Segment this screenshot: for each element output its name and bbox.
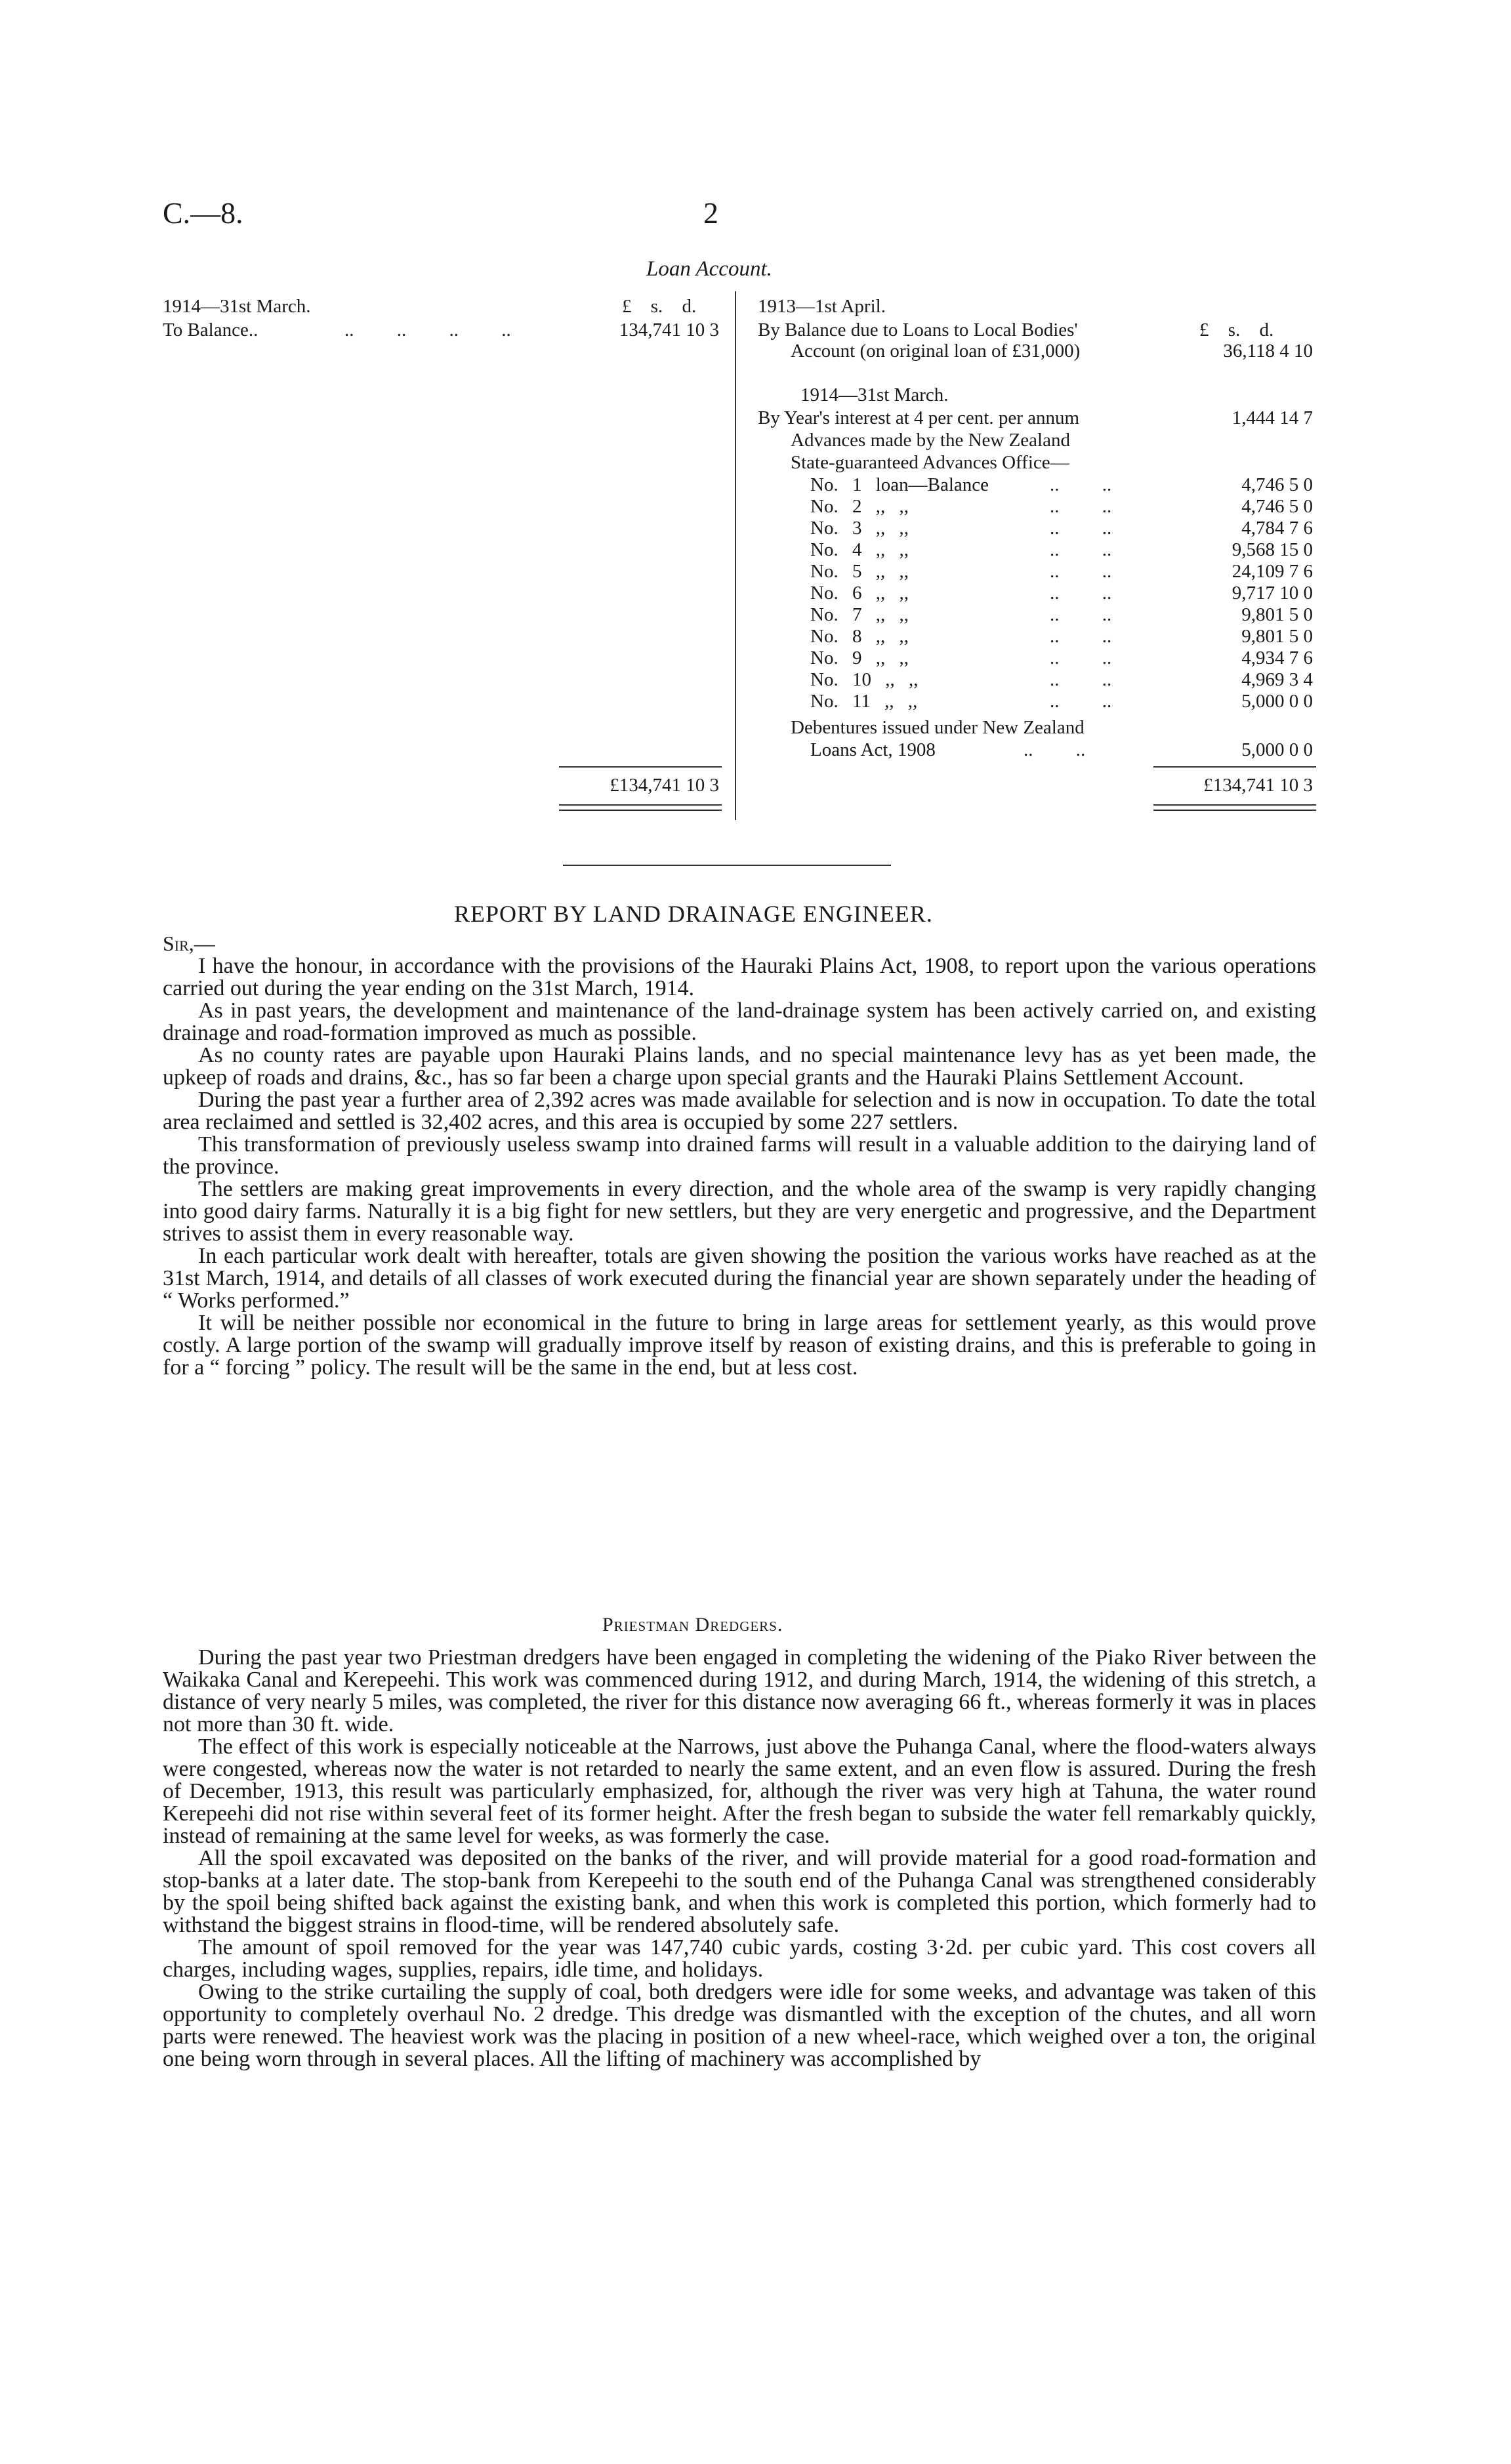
loan-row-amount: 4,784 7 6 <box>1241 518 1313 539</box>
loan-row-label: No. 6 ,, ,, <box>810 583 909 604</box>
right-total-rule <box>1153 766 1316 768</box>
loan-row-amount: 9,717 10 0 <box>1232 583 1313 604</box>
loan-row-dots: .. .. <box>1050 604 1112 625</box>
left-total-double-rule <box>559 804 722 811</box>
right-date-1913: 1913—1st April. <box>758 296 886 317</box>
dredgers-heading: Priestman Dredgers. <box>602 1614 783 1635</box>
loan-row-dots: .. .. <box>1050 518 1112 539</box>
report-paragraph: During the past year a further area of 2,392 acres was made available for selection and is now in occupation. To date the total area reclaimed and settled is 32,402 acres, and this area is occupied by some 227 settlers. <box>163 1088 1316 1134</box>
loan-row-dots: .. .. <box>1050 691 1112 712</box>
report-body <box>163 955 1316 1379</box>
loan-row-dots: .. .. <box>1050 539 1112 560</box>
right-balance-amount: 36,118 4 10 <box>1223 340 1313 361</box>
loan-row-amount: 9,801 5 0 <box>1241 626 1313 647</box>
left-item: To Balance.. <box>163 319 259 340</box>
loan-row-label: No. 10 ,, ,, <box>810 669 919 690</box>
right-currency-header: £ s. d. <box>1199 319 1274 340</box>
loan-row-amount: 9,568 15 0 <box>1232 539 1313 560</box>
loan-row-dots: .. .. <box>1050 561 1112 582</box>
loan-row-dots: .. .. <box>1050 496 1112 517</box>
right-interest-amount: 1,444 14 7 <box>1232 407 1313 428</box>
dredgers-paragraph: The amount of spoil removed for the year was 147,740 cubic yards, costing 3·2d. per cubic yard. This cost covers all charges, including wages, supplies, repairs, idle time, and holidays. <box>163 1935 1316 1982</box>
right-date-1914: 1914—31st March. <box>800 384 949 405</box>
salutation: Sir,— <box>163 932 215 955</box>
right-balance-line-2: Account (on original loan of £31,000) <box>791 340 1081 361</box>
advances-line-1: Advances made by the New Zealand <box>791 430 1070 451</box>
debentures-dots: .. .. <box>1024 739 1086 760</box>
loan-row-label: No. 4 ,, ,, <box>810 539 909 560</box>
right-interest-line: By Year's interest at 4 per cent. per annum <box>758 407 1080 428</box>
report-paragraph: The settlers are making great improvements in every direction, and the whole area of the swamp is very rapidly changing into good dairy farms. Naturally it is a big fight for new settlers, but they are very energetic and progressive, and the Department strives to assist them in every reasonable way. <box>163 1177 1316 1246</box>
loan-row-amount: 4,746 5 0 <box>1241 474 1313 495</box>
dredgers-paragraph: All the spoil excavated was deposited on the banks of the river, and will provide material for a good road-formation and stop-banks at a later date. The stop-bank from Kerepeehi to the south end of the Puhanga Canal was strengthened considerably by the spoil being shifted back against the existing bank, and when this work is completed this portion, which formerly had to withstand the biggest strains in flood-time, will be rendered absolutely safe. <box>163 1846 1316 1937</box>
loan-row-label: No. 9 ,, ,, <box>810 647 909 668</box>
debentures-amount: 5,000 0 0 <box>1241 739 1313 760</box>
loan-row-label: No. 3 ,, ,, <box>810 518 909 539</box>
loan-account-title: Loan Account. <box>646 257 772 281</box>
debentures-line-2: Loans Act, 1908 <box>810 739 936 760</box>
loan-row-dots: .. .. <box>1050 626 1112 647</box>
left-currency-header: £ s. d. <box>622 296 697 317</box>
loan-row-label: No. 2 ,, ,, <box>810 496 909 517</box>
loan-row-amount: 4,934 7 6 <box>1241 647 1313 668</box>
loan-row-dots: .. .. <box>1050 474 1112 495</box>
loan-row-amount: 4,746 5 0 <box>1241 496 1313 517</box>
loan-row-label: No. 8 ,, ,, <box>810 626 909 647</box>
advances-line-2: State-guaranteed Advances Office— <box>791 452 1069 473</box>
right-total: £134,741 10 3 <box>1203 775 1313 796</box>
left-dots: .. .. .. .. <box>344 319 511 340</box>
debentures-line-1: Debentures issued under New Zealand <box>791 717 1085 738</box>
loan-row-label: No. 7 ,, ,, <box>810 604 909 625</box>
dredgers-paragraph: The effect of this work is especially noticeable at the Narrows, just above the Puhanga Canal, where the flood-waters always were congested, whereas now the water is not retarded to nearly the same extent, and an even flow is assured. During the fresh of December, 1913, this result was particularly emphasized, for, although the river was very high at Tahuna, the water round Kerepeehi did not rise within several feet of its former height. After the fresh began to subside the water fell remarkably quickly, instead of remaining at the same level for weeks, as was formerly the case. <box>163 1735 1316 1848</box>
loan-row-dots: .. .. <box>1050 583 1112 604</box>
loan-row-amount: 24,109 7 6 <box>1232 561 1313 582</box>
loan-row-label: No. 5 ,, ,, <box>810 561 909 582</box>
loan-row-label: No. 1 loan—Balance <box>810 474 989 495</box>
report-title: REPORT BY LAND DRAINAGE ENGINEER. <box>454 901 933 927</box>
left-total: £134,741 10 3 <box>610 775 719 796</box>
loan-row-dots: .. .. <box>1050 669 1112 690</box>
loan-row-amount: 4,969 3 4 <box>1241 669 1313 690</box>
loan-row-amount: 9,801 5 0 <box>1241 604 1313 625</box>
report-paragraph: I have the honour, in accordance with the provisions of the Hauraki Plains Act, 1908, to report upon the various operations carried out during the year ending on the 31st March, 1914. <box>163 954 1316 1000</box>
report-paragraph: In each particular work dealt with hereafter, totals are given showing the position the various works have reached as at the 31st March, 1914, and details of all classes of work executed during the financial year are shown separately under the heading of “ Works performed.” <box>163 1244 1316 1313</box>
report-paragraph: This transformation of previously useless swamp into drained farms will result in a valuable addition to the dairying land of the province. <box>163 1132 1316 1179</box>
account-column-divider <box>735 291 736 820</box>
loan-row-dots: .. .. <box>1050 647 1112 668</box>
loan-row-amount: 5,000 0 0 <box>1241 691 1313 712</box>
right-total-double-rule <box>1153 804 1316 811</box>
document-reference: C.—8. <box>163 196 243 230</box>
loan-row-label: No. 11 ,, ,, <box>810 691 918 712</box>
dredgers-paragraph: During the past year two Priestman dredgers have been engaged in completing the widening of the Piako River between the Waikaka Canal and Kerepeehi. This work was commenced during 1912, and during March, 1914, the widening of this stretch, a distance of very nearly 5 miles, was completed, the river for this distance now averaging 66 ft., whereas formerly it was in places not more than 30 ft. wide. <box>163 1645 1316 1736</box>
dredgers-paragraph: Owing to the strike curtailing the supply of coal, both dredgers were idle for some weeks, and advantage was taken of this opportunity to completely overhaul No. 2 dredge. This dredge was dismantled with the exception of the chutes, and all worn parts were renewed. The heaviest work was the placing in position of a new wheel-race, which weighed over a ton, the original one being worn through in several places. All the lifting of machinery was accomplished by <box>163 1980 1316 2071</box>
section-separator <box>563 865 891 866</box>
dredgers-body <box>163 1647 1316 2070</box>
left-date: 1914—31st March. <box>163 296 311 317</box>
page-number: 2 <box>703 196 718 230</box>
report-paragraph: As in past years, the development and maintenance of the land-drainage system has been actively carried on, and existing drainage and road-formation improved as much as possible. <box>163 998 1316 1045</box>
report-paragraph: It will be neither possible nor economical in the future to bring in large areas for settlement yearly, as this would prove costly. A large portion of the swamp will gradually improve itself by reason of existing drains, and this is preferable to going in for a “ forcing ” policy. The result will be the same in the end, but at less cost. <box>163 1311 1316 1380</box>
right-balance-line-1: By Balance due to Loans to Local Bodies' <box>758 319 1078 340</box>
left-total-rule <box>559 766 722 768</box>
report-paragraph: As no county rates are payable upon Hauraki Plains lands, and no special maintenance levy has as yet been made, the upkeep of roads and drains, &c., has so far been a charge upon special grants and the Hauraki Plains Settlement Account. <box>163 1043 1316 1090</box>
left-balance-amount: 134,741 10 3 <box>619 319 719 340</box>
